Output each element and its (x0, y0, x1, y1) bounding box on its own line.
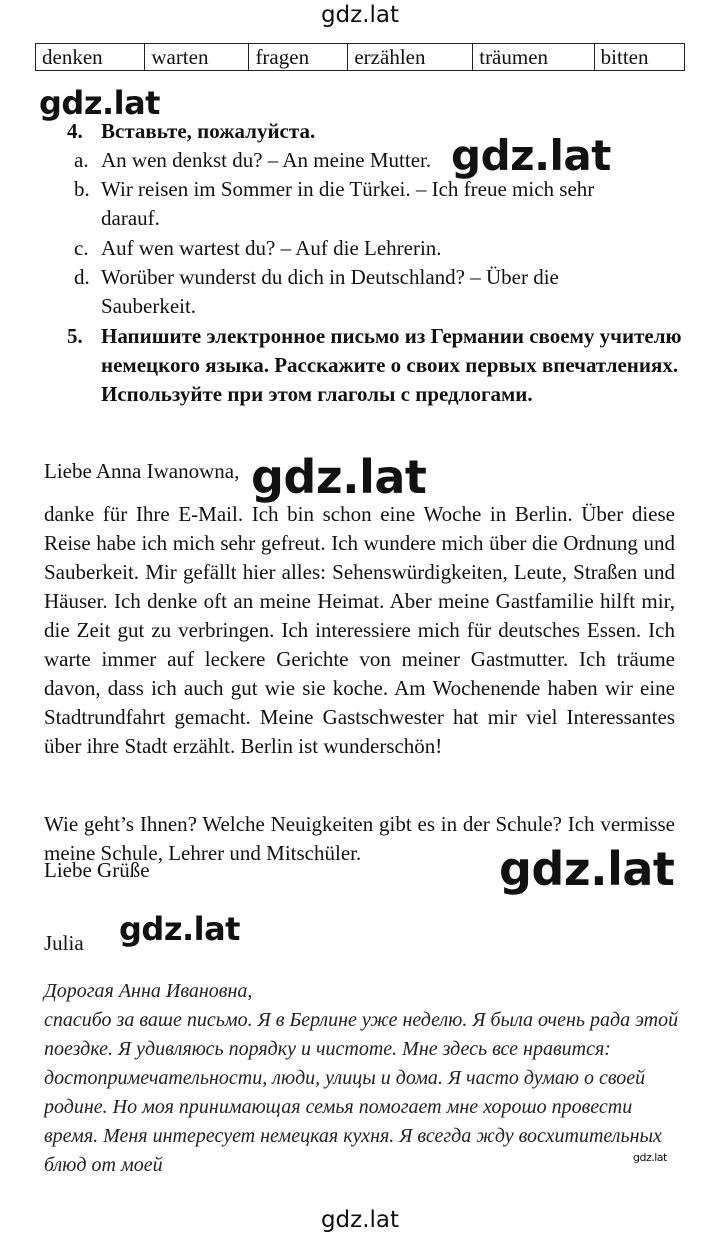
task-title: Вставьте, пожалуйста. (101, 119, 316, 143)
item-text: Worüber wunderst du dich in Deutschland? – Über die Sauberkeit. (101, 265, 559, 318)
watermark: gdz.lat (496, 846, 677, 892)
item-letter: a. (74, 148, 89, 172)
answer-item (74, 234, 654, 263)
verb-cell: erzählen (348, 44, 473, 71)
task-number: 5. (67, 324, 83, 348)
watermark: gdz.lat (116, 913, 243, 945)
site-header: gdz.lat (320, 2, 400, 28)
item-letter: b. (74, 177, 90, 201)
letter-closing-paragraph: Wie geht’s Ihnen? Welche Neuigkeiten gibt es in der Schule? Ich vermisse meine Schule, Lehrer und Mitschüler. (44, 812, 675, 865)
letter-closing: Liebe Grüße (44, 858, 150, 882)
watermark: gdz.lat (36, 87, 163, 119)
letter-greeting: Liebe Anna Iwanowna, (44, 459, 240, 483)
task-title: Напишите электронное письмо из Германии своему учителю немецкого языка. Расскажите о своих первых впечатлениях. Используйте при этом глаголы с предлогами. (101, 324, 682, 406)
task-5-heading (67, 322, 691, 409)
watermark: gdz.lat (630, 1152, 670, 1163)
verb-cell: bitten (594, 44, 684, 71)
watermark: gdz.lat (248, 454, 429, 500)
site-footer: gdz.lat (320, 1207, 400, 1233)
item-letter: c. (74, 236, 89, 260)
verb-cell: denken (36, 44, 145, 71)
task-number: 4. (67, 119, 83, 143)
verb-row (36, 44, 685, 71)
item-text: Auf wen wartest du? – Auf die Lehrerin. (101, 236, 442, 260)
verb-cell: träumen (473, 44, 594, 71)
verb-cell: warten (145, 44, 249, 71)
watermark: gdz.lat (448, 135, 614, 177)
letter-body: danke für Ihre E-Mail. Ich bin schon eine Woche in Berlin. Über diese Reise habe ich mich sehr gefreut. Ich wundere mich über die Ordnung und Sauberkeit. Mir gefällt hier alles: Sehenswürdigkeiten, Leute, Straßen und Häuser. Ich denke oft an meine Heimat. Aber meine Gastfamilie hilft mir, die Zeit gut zu verbringen. Ich interessiere mich für deutsches Essen. Ich warte immer auf leckere Gerichte von meiner Gastmutter. Ich träume davon, dass ich auch gut wie sie koche. Am Wochenende haben wir eine Stadtrundfahrt gemacht. Meine Gastschwester hat mir viel Interessantes über ihre Stadt erzählt. Berlin ist wunderschön! (44, 502, 675, 758)
letter-signature: Julia (44, 931, 84, 955)
item-text: Wir reisen im Sommer in die Türkei. – Ich freue mich sehr darauf. (101, 177, 595, 230)
item-text: An wen denkst du? – An meine Mutter. (101, 148, 432, 172)
translation-body: спасибо за ваше письмо. Я в Берлине уже неделю. Я была очень рада этой поездке. Я удивляюсь порядку и чистоте. Мне здесь все нравится: достопримечательности, люди, улицы и дома. Я часто думаю о своей родине. Но моя принимающая семья помогает мне хорошо провести время. Меня интересует немецкая кухня. Я всегда жду восхитительных блюд от моей (44, 1009, 679, 1176)
answer-item (74, 175, 654, 233)
translation-greeting: Дорогая Анна Ивановна, (44, 980, 253, 1002)
item-letter: d. (74, 265, 90, 289)
verb-cell: fragen (249, 44, 348, 71)
verb-table (35, 43, 685, 71)
answer-item (74, 263, 654, 321)
